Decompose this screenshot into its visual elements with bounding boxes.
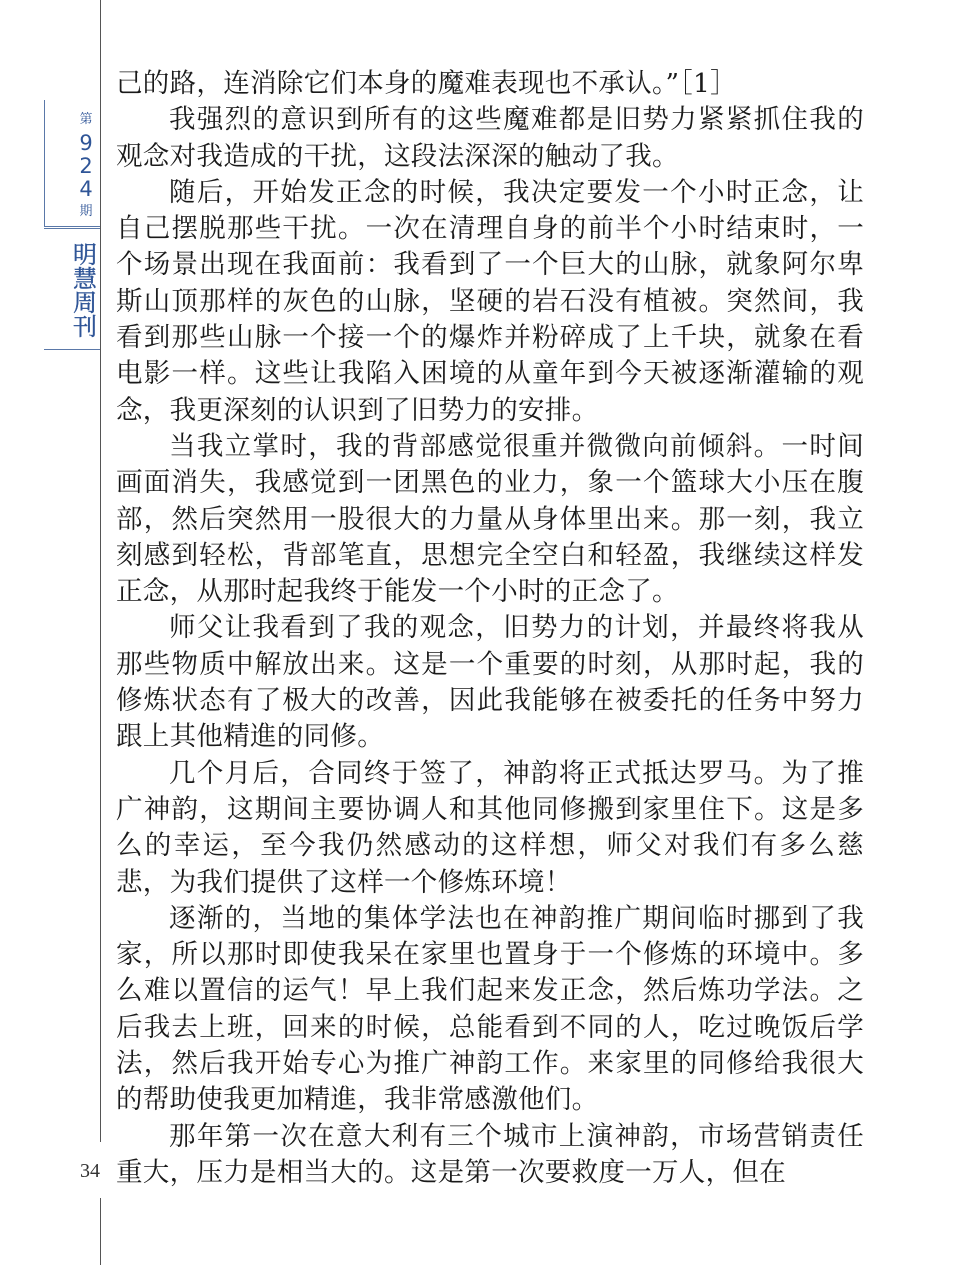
body-paragraph: 师父让我看到了我的观念，旧势力的计划，并最终将我从那些物质中解放出来。这是一个重要的时刻，从那时起，我的修炼状态有了极大的改善，因此我能够在被委托的任务中努力跟上其他精進的同修。 [116, 612, 864, 753]
page-number: 34 [80, 1160, 100, 1182]
issue-prefix: 第 [79, 112, 93, 127]
body-paragraph: 几个月后，合同终于签了，神韵将正式抵达罗马。为了推广神韵，这期间主要协调人和其他同修搬到家里住下。这是多么的幸运，至今我仍然感动的这样想，师父对我们有多么慈悲，为我们提供了这样一个修炼环境！ [116, 757, 864, 898]
magazine-title [44, 243, 126, 339]
issue-suffix: 期 [79, 204, 93, 219]
issue-number [45, 132, 127, 201]
magazine-title-char: 明 [73, 241, 97, 269]
magazine-title-char: 周 [73, 289, 97, 317]
magazine-title-char: 慧 [73, 265, 97, 293]
page-margin-sidebar [0, 0, 101, 1265]
body-paragraph: 随后，开始发正念的时候，我决定要发一个小时正念，让自己摆脱那些干扰。一次在清理自身的前半个小时结束时，一个场景出现在我面前：我看到了一个巨大的山脉，就象阿尔卑斯山顶那样的灰色的山脉，坚硬的岩石没有植被。突然间，我看到那些山脉一个接一个的爆炸并粉碎成了上千块，就象在看电影一样。这些让我陷入困境的从童年到今天被逐渐灌输的观念，我更深刻的认识到了旧势力的安排。 [116, 176, 864, 426]
magazine-title-char: 刊 [73, 313, 97, 341]
issue-digit: 9 [79, 131, 93, 155]
issue-digit: 2 [79, 154, 93, 178]
body-paragraph: 己的路，连消除它们本身的魔难表现也不承认。”［1］ [116, 68, 737, 99]
body-paragraph: 当我立掌时，我的背部感觉很重并微微向前倾斜。一时间画面消失，我感觉到一团黑色的业力，象一个篮球大小压在腹部，然后突然用一股很大的力量从身体里出来。那一刻，我立刻感到轻松，背部笔直，思想完全空白和轻盈，我继续这样发正念，从那时起我终于能发一个小时的正念了。 [116, 430, 864, 608]
body-paragraph: 我强烈的意识到所有的这些魔难都是旧势力紧紧抓住我的观念对我造成的干扰，这段法深深的触动了我。 [116, 104, 864, 172]
body-paragraph: 那年第一次在意大利有三个城市上演神韵，市场营销责任重大，压力是相当大的。这是第一次要救度一万人，但在 [116, 1120, 864, 1188]
article-body [116, 66, 864, 1191]
issue-number-block [44, 100, 101, 226]
magazine-title-block [44, 226, 100, 350]
issue-digit: 4 [79, 177, 93, 201]
body-paragraph: 逐渐的，当地的集体学法也在神韵推广期间临时挪到了我家，所以那时即使我呆在家里也置身于一个修炼的环境中。多么难以置信的运气！早上我们起来发正念，然后炼功学法。之后我去上班，回来的时候，总能看到不同的人，吃过晚饭后学法，然后我开始专心为推广神韵工作。来家里的同修给我很大的帮助使我更加精進，我非常感激他们。 [116, 902, 864, 1116]
